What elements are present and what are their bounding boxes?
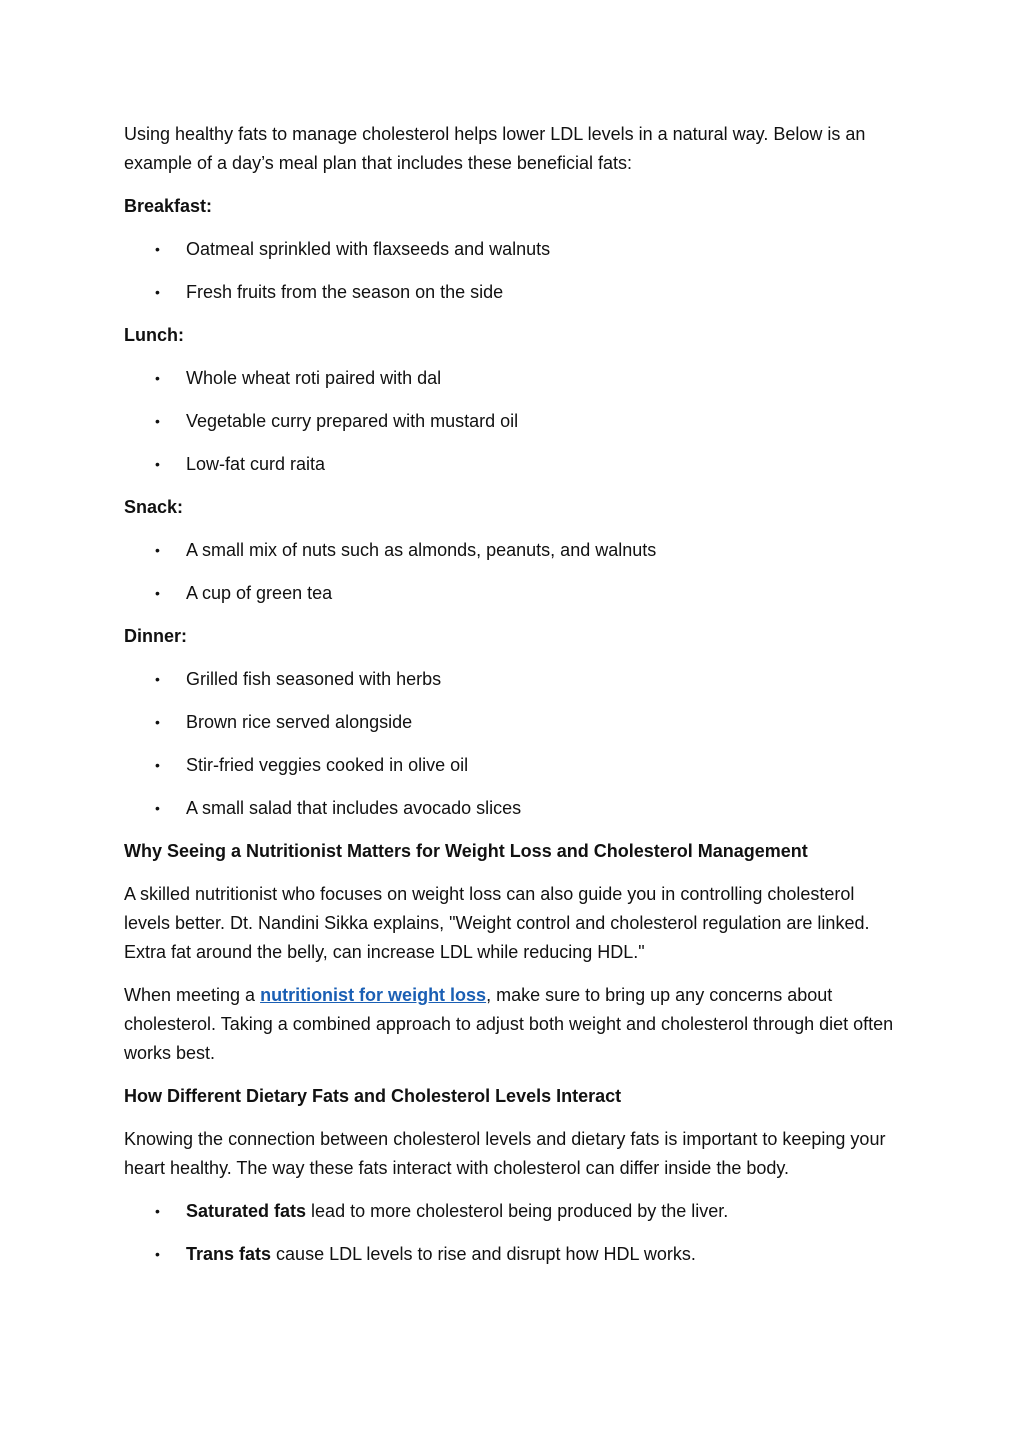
bullet-icon: • [155, 800, 160, 816]
bullet-icon: • [155, 456, 160, 472]
list-item: • Trans fats cause LDL levels to rise and disrupt how HDL works. [124, 1240, 904, 1269]
bullet-icon: • [155, 1246, 160, 1262]
snack-heading: Snack: [124, 497, 184, 517]
lunch-list [124, 364, 904, 479]
nutritionist-paragraph-1: A skilled nutritionist who focuses on weight loss can also guide you in controlling cholesterol levels better. Dt. Nandini Sikka explains, "Weight control and cholesterol regulation are linked. Extra fat around the belly, can increase LDL while reducing HDL." [124, 884, 870, 962]
bullet-icon: • [155, 585, 160, 601]
list-item: • Grilled fish seasoned with herbs [124, 665, 904, 694]
fats-paragraph: Knowing the connection between cholesterol levels and dietary fats is important to keeping your heart healthy. The way these fats interact with cholesterol can differ inside the body. [124, 1129, 886, 1178]
list-item: • A small mix of nuts such as almonds, peanuts, and walnuts [124, 536, 904, 565]
fats-list [124, 1197, 904, 1269]
nutritionist-for-weight-loss-link[interactable]: nutritionist for weight loss [260, 985, 487, 1005]
fats-section-heading: How Different Dietary Fats and Cholesterol Levels Interact [124, 1086, 622, 1106]
list-item: • Whole wheat roti paired with dal [124, 364, 904, 393]
nutritionist-paragraph-2: When meeting a nutritionist for weight loss, make sure to bring up any concerns about cholesterol. Taking a combined approach to adjust both weight and cholesterol through diet often works best. [124, 985, 894, 1063]
breakfast-list [124, 235, 904, 307]
list-item: • Saturated fats lead to more cholesterol being produced by the liver. [124, 1197, 904, 1226]
list-item: • Oatmeal sprinkled with flaxseeds and walnuts [124, 235, 904, 264]
list-item: • Fresh fruits from the season on the side [124, 278, 904, 307]
list-item: • A cup of green tea [124, 579, 904, 608]
lunch-heading: Lunch: [124, 325, 184, 345]
nutritionist-section-heading: Why Seeing a Nutritionist Matters for Weight Loss and Cholesterol Management [124, 841, 808, 861]
bullet-icon: • [155, 413, 160, 429]
bullet-icon: • [155, 757, 160, 773]
snack-list [124, 536, 904, 608]
list-item: • Stir-fried veggies cooked in olive oil [124, 751, 904, 780]
dinner-list [124, 665, 904, 823]
list-item: • A small salad that includes avocado slices [124, 794, 904, 823]
intro-paragraph: Using healthy fats to manage cholesterol helps lower LDL levels in a natural way. Below is an example of a day’s meal plan that includes these beneficial fats: [124, 124, 866, 173]
bullet-icon: • [155, 370, 160, 386]
list-item: • Low-fat curd raita [124, 450, 904, 479]
document-page [124, 120, 904, 1283]
list-item: • Vegetable curry prepared with mustard oil [124, 407, 904, 436]
bullet-icon: • [155, 241, 160, 257]
list-item: • Brown rice served alongside [124, 708, 904, 737]
bullet-icon: • [155, 542, 160, 558]
breakfast-heading: Breakfast: [124, 196, 213, 216]
saturated-fats-term: Saturated fats [186, 1201, 307, 1221]
trans-fats-term: Trans fats [186, 1244, 272, 1264]
bullet-icon: • [155, 1203, 160, 1219]
bullet-icon: • [155, 714, 160, 730]
bullet-icon: • [155, 671, 160, 687]
dinner-heading: Dinner: [124, 626, 187, 646]
bullet-icon: • [155, 284, 160, 300]
